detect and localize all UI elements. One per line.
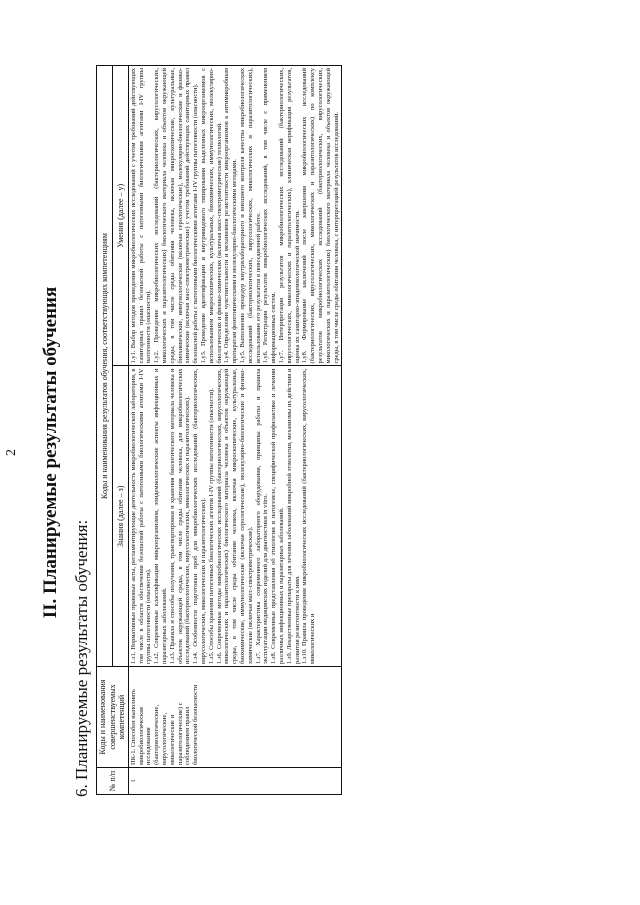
skill-item: 1.у8. Формирование заключений после завершения микробиологических исследований (бактериологических, вирусологических, микологических и паразитологических) по комплексу результатов микробиологических исследований (бактериологических, вирусологических, микологических и паразитологических) биологического материала человека и объектов окружающей среды, в том числе среды обитания человека, с интерпретацией результатов исследований. [301,68,340,364]
skill-item: 1.у3. Проведение идентификации и внутривидового типирования выделенных микроорганизмов с использованием микроскопических, культуральных, биохимических, иммунологических, молекулярно-биологических и физико-химических (включая масс-спектрометрические) технологий. [199,68,223,364]
header-competence: Коды и наименования совершенствуемых компетенций [97,667,129,768]
skill-item: 1.у6. Регистрация результатов микробиологических исследований, в том числе с применением информационных систем. [262,68,278,364]
section-title: II. Планируемые результаты обучения [40,286,61,619]
subsection-title: 6. Планируемые результаты обучения: [72,519,91,797]
skill-item: 1.у2. Проведение микробиологических исследований (бактериологических, вирусологических, микологических и паразитологических) биологического материала человека и объектов окружающей среды, в том числе среды обитания человека, включая микроскопические, культуральные, биохимические, иммунологические (включая серологические), молекулярно-биологические и физико-химические (включая масс-спектрометрические) с учетом требований действующих санитарных правил безопасной работы с патогенными биологическими агентами I-IV группы патогенности (опасности). [153,68,200,364]
skill-item: 1.у5. Выполнение процедур внутрилабораторного и внешнего контроля качества микробиологических исследований (бактериологических, вирусологических, микологических и паразитологических), использование его результатов в повседневной работе. [238,68,262,364]
header-results-group: Коды и наименования результатов обучения, соответствующих компетенциям [97,66,113,667]
knowledge-item: 1.з1. Нормативные правовые акты, регламентирующие деятельность микробиологической лаборатории, в том числе в области обеспечения безопасной работы с патогенными биологическими агентами I-IV группы патогенности (опасности). [129,368,153,664]
skill-item: 1.у4. Определение чувствительности и механизмов резистентности микроорганизмов к антимикробным препаратам фенотипическими и молекулярно-биологическими методами. [223,68,239,364]
knowledge-item: 1.з9. Лекарственные препараты для лечения заболеваний микробной этиологии, механизмы их действия и развития резистентности к ним. [285,368,301,664]
knowledge-item: 1.з6. Современные методы микробиологических исследований (бактериологических, вирусологических, микологических и паразитологических) биологического материала человека и объектов окружающей среды, в том числе среды обитания человека, включая микроскопические, культуральные, биохимические, иммунологические (включая серологические), молекулярно-биологические и физико-химические (включая масс-спектрометрические). [215,368,254,664]
skill-item: 1.у1. Выбор методов проведения микробиологических исследований с учетом требований действующих санитарных правил безопасной работы с патогенными биологическими агентами I-IV группы патогенности (опасности). [129,68,153,364]
page-number: 2 [4,449,19,456]
header-skills: Умения (далее – у) [112,66,128,367]
results-table-wrapper [96,65,342,795]
header-knowledge: Знания (далее – з) [112,366,128,667]
row-number: 1 [128,768,342,795]
header-row-1 [97,66,113,795]
knowledge-item: 1.з2. Современные классификации микроорганизмов, эпидемиологические аспекты инфекционных и паразитарных заболеваний. [153,368,168,664]
table-row [128,66,342,795]
knowledge-cell [128,366,342,667]
results-table [96,65,342,795]
competence-cell: ПК-1. Способен выполнять микробиологические исследования (бактериологические, вирусологические, микологические и паразитологические) с соблюдением правил биологической безопасности [128,667,342,768]
knowledge-item: 1.з7. Характеристика современного лабораторного оборудования, принципы работы и правила эксплуатации медицинских изделий для диагностики in vitro. [254,368,270,664]
skills-cell [128,66,342,367]
knowledge-item: 1.з10. Правила проведения микробиологических исследований (бактериологических, вирусологических, микологических и [301,368,317,664]
skill-item: 1.у7. Интерпретация результатов микробиологических исследований (бактериологических, вирусологических, микологических и паразитологических), клиническая верификация результатов, оценка их санитарно-эпидемиологической значимости. [277,68,301,364]
knowledge-item: 1.з4. Особенности подготовки проб для микробиологических исследований (бактериологических, вирусологических, микологических и паразитологических). [192,368,207,664]
knowledge-item: 1.з5. Способы хранения патогенных биологических агентов I-IV группы патогенности (опасности). [207,388,215,664]
knowledge-item: 1.з8. Современные представления об этиологии и патогенезе, специфической профилактике и лечении различных инфекционных и паразитарных заболеваний. [270,368,285,664]
header-num: № п/п [97,768,129,795]
knowledge-item: 1.з3. Правила и способы получения, транспортировки и хранения биологического материала человека и объектов окружающей среды, в том числе среды обитания человека, для микробиологических исследований (бактериологических, вирусологических, микологических и паразитологических). [168,368,192,664]
